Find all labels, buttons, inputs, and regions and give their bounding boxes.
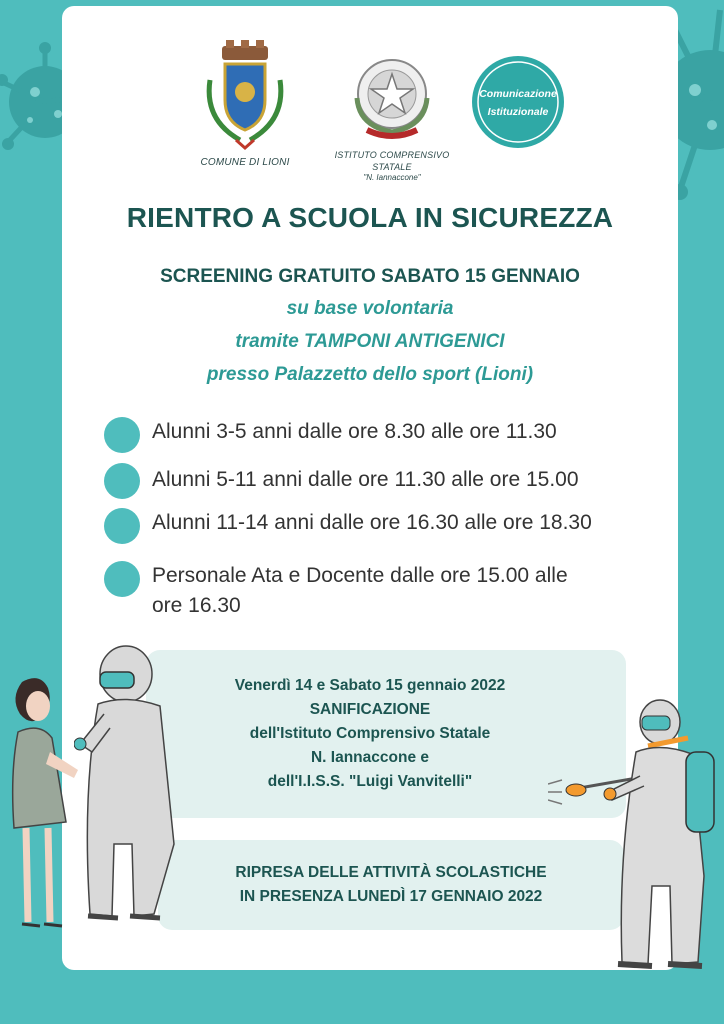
schedule-text: Alunni 5-11 anni dalle ore 11.30 alle ore 15.00 bbox=[152, 468, 579, 491]
istituto-caption: ISTITUTO COMPRENSIVO STATALE bbox=[334, 150, 450, 172]
screening-subtitle: SCREENING GRATUITO SABATO 15 GENNAIO bbox=[160, 266, 580, 287]
sanitization-line-5: dell'I.I.S.S. "Luigi Vanvitelli" bbox=[267, 773, 473, 790]
bullet-dot bbox=[104, 561, 140, 597]
italic-line-1: su base volontaria bbox=[286, 298, 454, 319]
italic-line-2: tramite TAMPONI ANTIGENICI bbox=[235, 331, 505, 352]
istituto-subcaption: "N. Iannaccone" bbox=[363, 173, 421, 182]
resume-line-2: IN PRESENZA LUNEDÌ 17 GENNAIO 2022 bbox=[239, 888, 543, 905]
schedule-item bbox=[104, 508, 664, 544]
coat-of-arms-icon bbox=[200, 40, 290, 152]
bullet-dot bbox=[104, 417, 140, 453]
comunicazione-badge bbox=[470, 54, 566, 150]
sanitization-text bbox=[180, 674, 560, 794]
sanitization-line-4: N. Iannaccone e bbox=[310, 749, 429, 766]
bullet-dot bbox=[104, 508, 140, 544]
schedule-text: Personale Ata e Docente dalle ore 15.00 alle bbox=[152, 564, 568, 587]
bullet-dot bbox=[104, 463, 140, 499]
medic-left-illustration bbox=[74, 644, 184, 930]
schedule-text-continued: ore 16.30 bbox=[152, 594, 241, 617]
schedule-item bbox=[104, 561, 664, 625]
sanitization-line-2: SANIFICAZIONE bbox=[309, 701, 431, 718]
logo-row bbox=[0, 40, 724, 190]
schedule-text: Alunni 11-14 anni dalle ore 16.30 alle ore 18.30 bbox=[152, 511, 592, 534]
italic-line-3: presso Palazzetto dello sport (Lioni) bbox=[206, 364, 534, 385]
resume-line-1: RIPRESA DELLE ATTIVITÀ SCOLASTICHE bbox=[235, 864, 547, 881]
schedule-text: Alunni 3-5 anni dalle ore 8.30 alle ore 11.30 bbox=[152, 420, 557, 443]
sanitization-line-3: dell'Istituto Comprensivo Statale bbox=[249, 725, 491, 742]
sprayer-medic-illustration bbox=[548, 696, 724, 976]
schedule-item bbox=[104, 417, 664, 453]
republic-emblem-icon bbox=[347, 52, 437, 144]
comune-logo bbox=[190, 40, 300, 169]
istituto-logo bbox=[322, 52, 462, 182]
badge-line-2: Istituzionale bbox=[487, 106, 549, 118]
page-title: RIENTRO A SCUOLA IN SICUREZZA bbox=[126, 202, 614, 233]
comune-caption: COMUNE DI LIONI bbox=[200, 157, 290, 168]
badge-line-1: Comunicazione bbox=[479, 88, 557, 100]
sanitization-line-1: Venerdì 14 e Sabato 15 gennaio 2022 bbox=[234, 677, 506, 694]
schedule-item bbox=[104, 463, 664, 499]
badge-circle-icon bbox=[470, 54, 566, 150]
